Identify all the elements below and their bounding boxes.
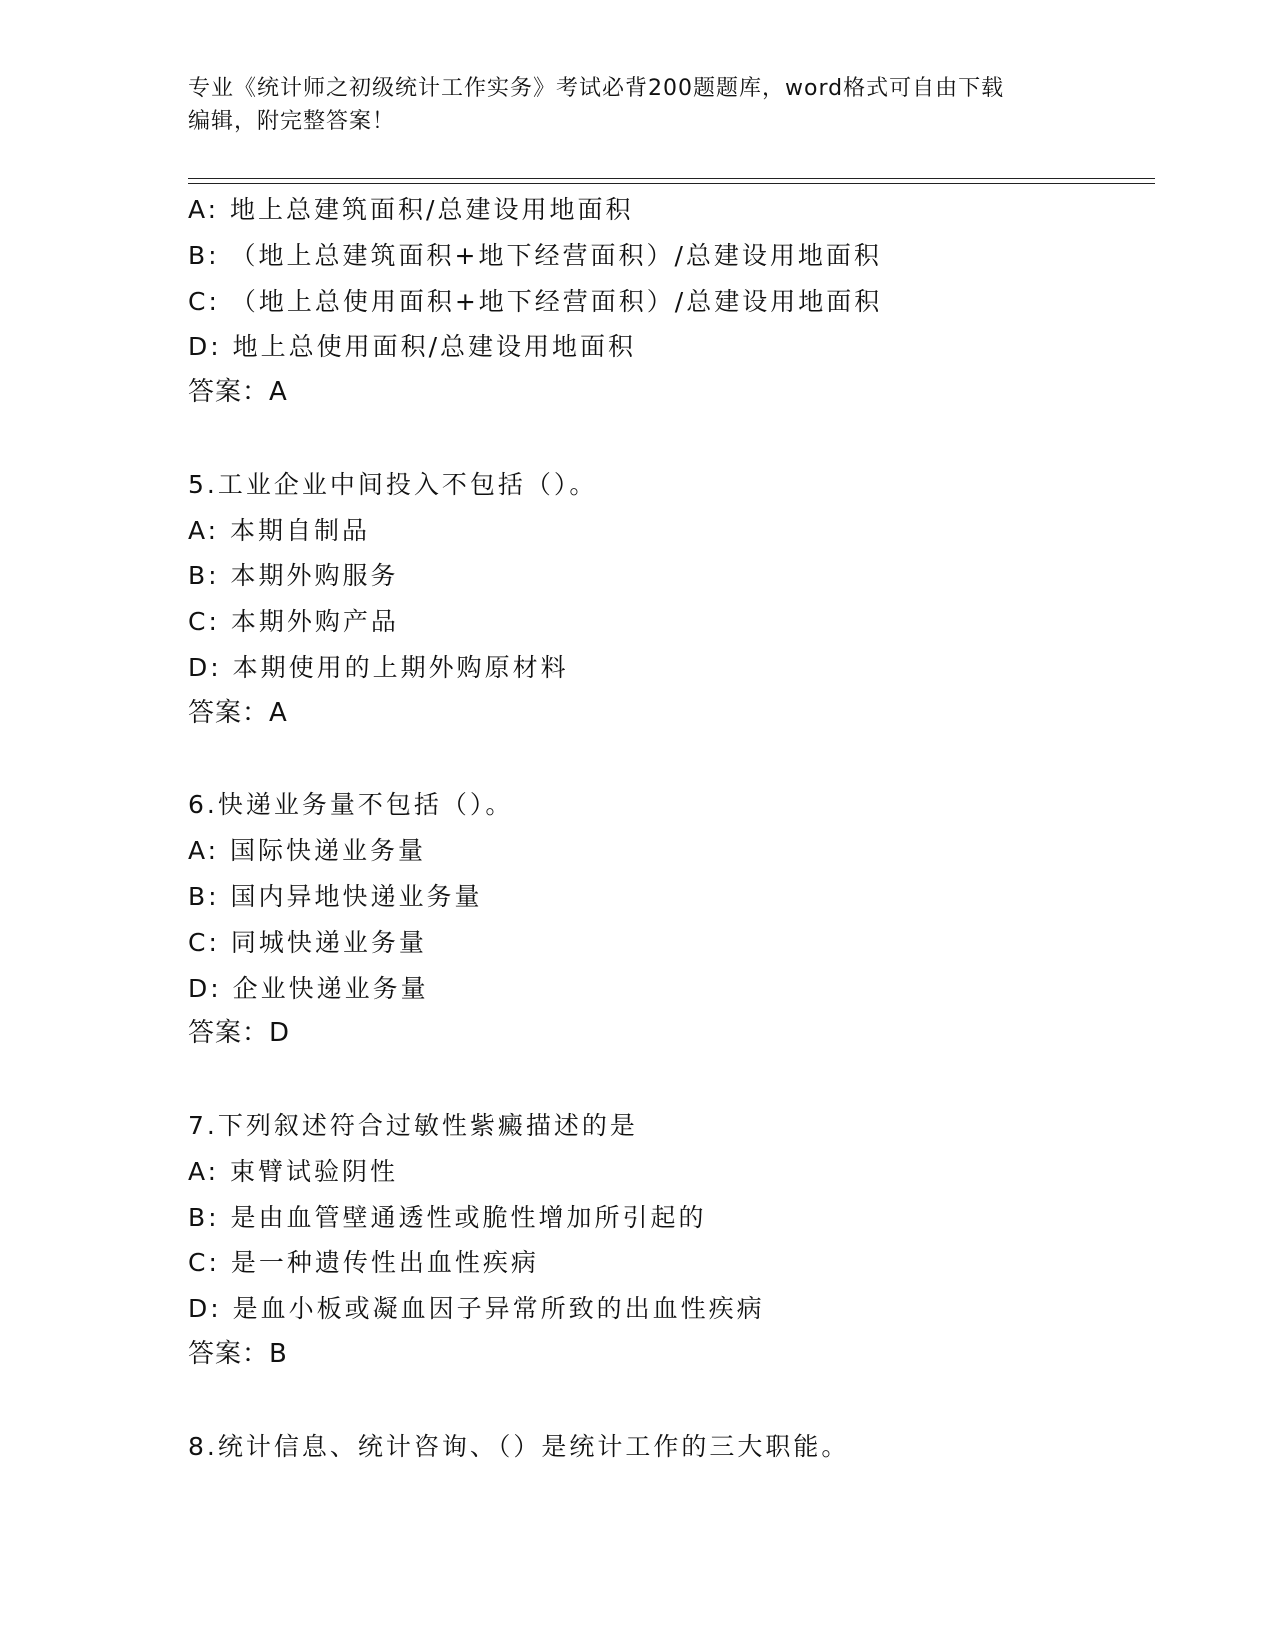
option-d: D: 本期使用的上期外购原材料 (188, 652, 569, 682)
option-d: D: 企业快递业务量 (188, 973, 429, 1003)
question-list (188, 187, 1148, 1469)
question-stem: 6.快递业务量不包括（）。 (188, 790, 514, 820)
option-c: C: （地上总使用面积+地下经营面积）/总建设用地面积 (188, 286, 883, 316)
spacer (188, 416, 1148, 462)
option-c: C: 同城快递业务量 (188, 927, 427, 957)
header-line-1: 专业《统计师之初级统计工作实务》考试必背200题题库，word格式可自由下载 (188, 76, 1005, 101)
header-divider-top (188, 178, 1155, 179)
header-divider-bottom (188, 183, 1155, 184)
spacer (188, 737, 1148, 783)
question-8 (188, 1424, 1148, 1470)
question-6 (188, 782, 1148, 1057)
answer: 答案：A (188, 697, 288, 728)
option-a: A: 本期自制品 (188, 515, 371, 545)
spacer (188, 1057, 1148, 1103)
question-stem: 5.工业企业中间投入不包括（）。 (188, 469, 598, 499)
option-b: B: 本期外购服务 (188, 561, 399, 591)
option-a: A: 地上总建筑面积/总建设用地面积 (188, 195, 634, 224)
answer: 答案：B (188, 1338, 288, 1369)
option-b: B: 国内异地快递业务量 (188, 881, 483, 911)
question-5 (188, 462, 1148, 737)
option-a: A: 束臂试验阴性 (188, 1156, 399, 1186)
option-c: C: 是一种遗传性出血性疾病 (188, 1248, 539, 1278)
option-d: D: 地上总使用面积/总建设用地面积 (188, 332, 637, 362)
question-7 (188, 1103, 1148, 1378)
option-b: B: （地上总建筑面积+地下经营面积）/总建设用地面积 (188, 240, 882, 270)
option-a: A: 国际快递业务量 (188, 836, 427, 866)
option-d: D: 是血小板或凝血因子异常所致的出血性疾病 (188, 1294, 765, 1324)
header-line-2: 编辑，附完整答案！ (188, 109, 396, 134)
question-stem: 8.统计信息、统计咨询、（）是统计工作的三大职能。 (188, 1431, 850, 1461)
option-b: B: 是由血管壁通透性或脆性增加所引起的 (188, 1202, 707, 1232)
answer: 答案：D (188, 1018, 291, 1049)
answer: 答案：A (188, 377, 288, 408)
option-c: C: 本期外购产品 (188, 607, 399, 637)
question-stem: 7.下列叙述符合过敏性紫癜描述的是 (188, 1110, 638, 1140)
spacer (188, 1378, 1148, 1424)
question-4-partial (188, 187, 1148, 416)
document-header (188, 72, 1088, 138)
